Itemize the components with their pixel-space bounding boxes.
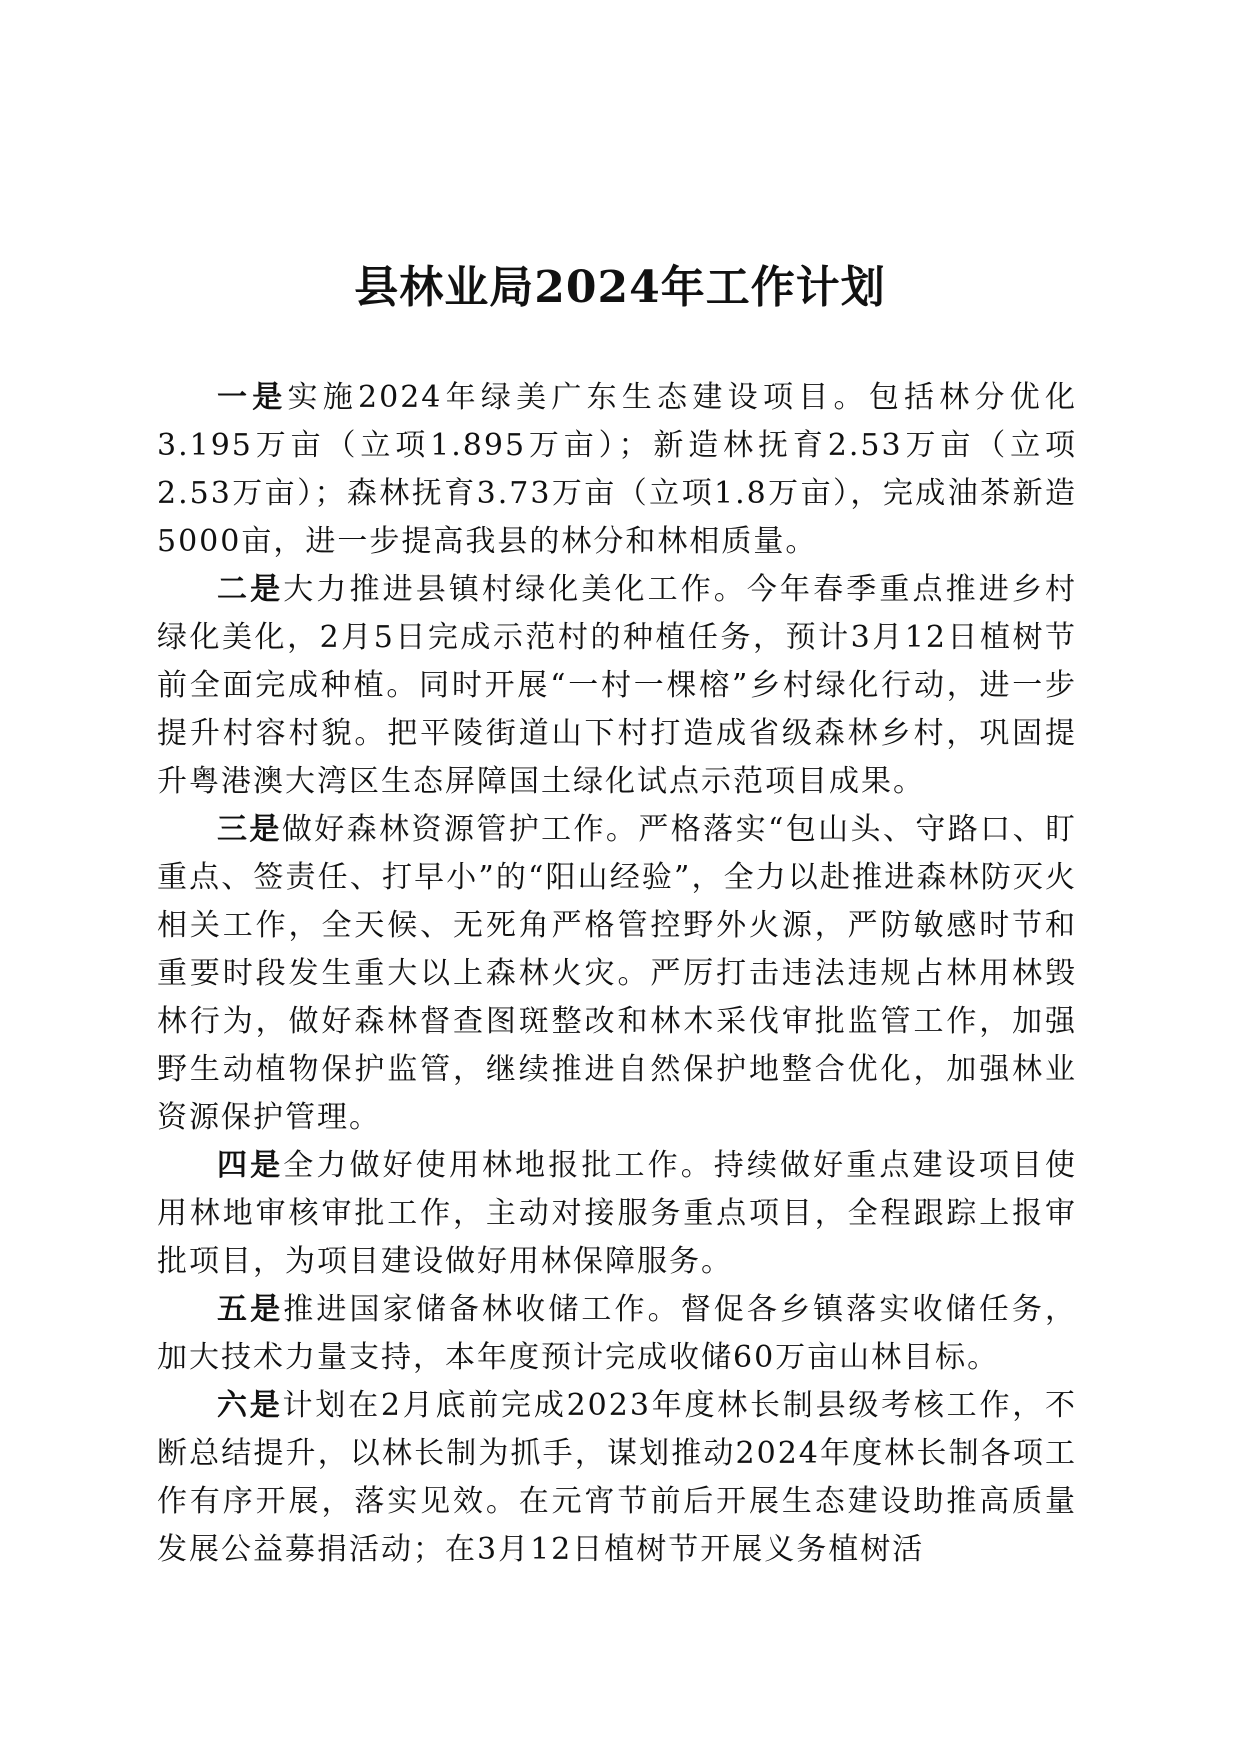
paragraph-1 <box>157 374 1077 566</box>
paragraph-text: 全力做好使用林地报批工作。持续做好重点建设项目使用林地审核审批工作，主动对接服务重点项目，全程跟踪上报审批项目，为项目建设做好用林保障服务。 <box>157 1148 1078 1279</box>
paragraph-5 <box>157 1286 1077 1382</box>
paragraph-lead: 六是 <box>217 1388 283 1423</box>
paragraph-2 <box>157 566 1077 806</box>
paragraph-text: 计划在2月底前完成2023年度林长制县级考核工作，不断总结提升，以林长制为抓手，谋划推动2024年度林长制各项工作有序开展，落实见效。在元宵节前后开展生态建设助推高质量发展公益募捐活动；在3月12日植树节开展义务植树活 <box>157 1388 1077 1567</box>
paragraph-text: 大力推进县镇村绿化美化工作。今年春季重点推进乡村绿化美化，2月5日完成示范村的种植任务，预计3月12日植树节前全面完成种植。同时开展“一村一棵榕”乡村绿化行动，进一步提升村容村貌。把平陵街道山下村打造成省级森林乡村，巩固提升粤港澳大湾区生态屏障国土绿化试点示范项目成果。 <box>157 572 1078 799</box>
paragraph-lead: 四是 <box>217 1148 284 1183</box>
paragraph-lead: 二是 <box>217 572 284 607</box>
paragraph-4 <box>157 1142 1077 1286</box>
paragraph-3 <box>157 806 1077 1142</box>
paragraph-lead: 五是 <box>217 1292 284 1327</box>
paragraph-text: 实施2024年绿美广东生态建设项目。包括林分优化3.195万亩（立项1.895万亩）；新造林抚育2.53万亩（立项2.53万亩）；森林抚育3.73万亩（立项1.8万亩），完成油茶新造5000亩，进一步提高我县的林分和林相质量。 <box>157 380 1077 559</box>
paragraph-lead: 三是 <box>217 812 282 847</box>
paragraph-text: 做好森林资源管护工作。严格落实“包山头、守路口、盯重点、签责任、打早小”的“阳山经验”，全力以赴推进森林防灭火相关工作，全天候、无死角严格管控野外火源，严防敏感时节和重要时段发生重大以上森林火灾。严厉打击违法违规占林用林毁林行为，做好森林督查图斑整改和林木采伐审批监管工作，加强野生动植物保护监管，继续推进自然保护地整合优化，加强林业资源保护管理。 <box>157 812 1078 1135</box>
document-body <box>157 374 1077 1574</box>
paragraph-6 <box>157 1382 1077 1574</box>
paragraph-text: 推进国家储备林收储工作。督促各乡镇落实收储任务，加大技术力量支持，本年度预计完成收储60万亩山林目标。 <box>157 1292 1078 1375</box>
paragraph-lead: 一是 <box>217 380 288 415</box>
document-title: 县林业局2024年工作计划 <box>354 262 886 313</box>
